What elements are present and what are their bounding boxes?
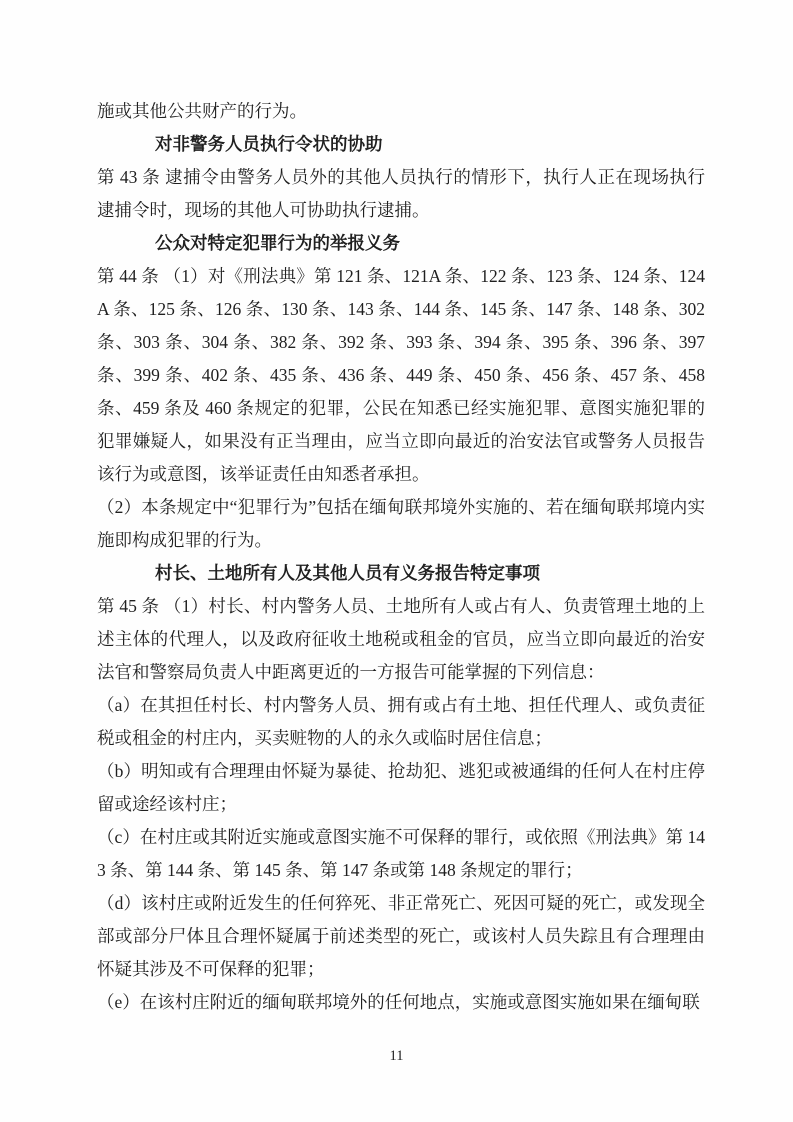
paragraph-item-c: （c）在村庄或其附近实施或意图实施不可保释的罪行，或依照《刑法典》第 143 条、第 144 条、第 145 条、第 147 条或第 148 条规定的罪行； [97,827,705,880]
paragraph-article-44-2: （2）本条规定中“犯罪行为”包括在缅甸联邦境外实施的、若在缅甸联邦境内实施即构成犯罪的行为。 [97,497,705,550]
paragraph-item-e: （e）在该村庄附近的缅甸联邦境外的任何地点，实施或意图实施如果在缅甸联 [97,992,700,1012]
section-heading: 公众对特定犯罪行为的举报义务 [155,233,400,253]
paragraph-item-b: （b）明知或有合理理由怀疑为暴徒、抢劫犯、逃犯或被通缉的任何人在村庄停留或途经该村庄； [97,761,705,814]
section-heading: 村长、土地所有人及其他人员有义务报告特定事项 [155,563,540,583]
paragraph-item-d: （d）该村庄或附近发生的任何猝死、非正常死亡、死因可疑的死亡，或发现全部或部分尸体且合理怀疑属于前述类型的死亡，或该村人员失踪且有合理理由怀疑其涉及不可保释的犯罪； [97,893,705,979]
paragraph-item-a: （a）在其担任村长、村内警务人员、拥有或占有土地、担任代理人、或负责征税或租金的村庄内，买卖赃物的人的永久或临时居住信息； [97,695,705,748]
paragraph-article-43: 第 43 条 逮捕令由警务人员外的其他人员执行的情形下，执行人正在现场执行逮捕令时，现场的其他人可协助执行逮捕。 [97,167,705,220]
document-body-text [97,95,705,1019]
page-number: 11 [389,1048,404,1064]
section-heading: 对非警务人员执行令状的协助 [155,134,383,154]
paragraph-article-45-1: 第 45 条 （1）村长、村内警务人员、土地所有人或占有人、负责管理土地的上述主体的代理人，以及政府征收土地税或租金的官员，应当立即向最近的治安法官和警察局负责人中距离更近的一方报告可能掌握的下列信息： [97,596,705,682]
paragraph-article-44-1: 第 44 条 （1）对《刑法典》第 121 条、121A 条、122 条、123 条、124 条、124A 条、125 条、126 条、130 条、143 条、144 条、145 条、147 条、148 条、302 条、303 条、304 条、382 条、392 条、393 条、394 条、395 条、396 条、397 条、399 条、402 条、435 条、436 条、449 条、450 条、456 条、457 条、458 条、459 条及 460 条规定的犯罪，公民在知悉已经实施犯罪、意图实施犯罪的犯罪嫌疑人，如果没有正当理由，应当立即向最近的治安法官或警务人员报告该行为或意图，该举证责任由知悉者承担。 [97,266,705,484]
paragraph-continuation: 施或其他公共财产的行为。 [97,101,307,121]
